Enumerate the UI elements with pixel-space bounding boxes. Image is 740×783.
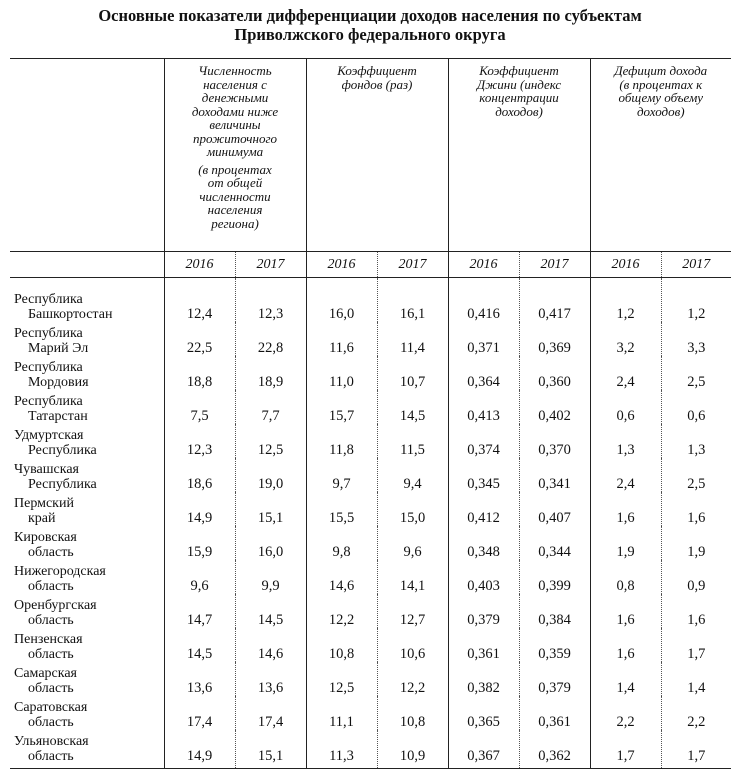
- value-cell: 11,5: [377, 424, 448, 458]
- region-name-line: Саратовская: [14, 700, 88, 715]
- region-name: [10, 662, 164, 696]
- table-row: [10, 526, 731, 560]
- value-cell: 0,8: [590, 560, 661, 594]
- value-cell: 1,9: [590, 526, 661, 560]
- value-cell: 9,9: [235, 560, 306, 594]
- value-cell: 0,361: [519, 696, 590, 730]
- value-cell: 7,5: [164, 390, 235, 424]
- value-cell: 16,0: [306, 278, 377, 323]
- region-name: [10, 696, 164, 730]
- region-name-line: Удмуртская: [14, 428, 84, 443]
- column-header-line: Коэффициент: [479, 63, 559, 78]
- table-row: [10, 458, 731, 492]
- region-name-line: Республика: [14, 292, 83, 307]
- region-name-line: Республика: [14, 360, 83, 375]
- value-cell: 2,5: [661, 356, 731, 390]
- value-cell: 0,360: [519, 356, 590, 390]
- value-cell: 0,384: [519, 594, 590, 628]
- column-header-line: (в процентах к: [619, 76, 703, 92]
- year-header: 2016: [448, 252, 519, 278]
- value-cell: 0,402: [519, 390, 590, 424]
- value-cell: 14,5: [164, 628, 235, 662]
- table-row: [10, 492, 731, 526]
- value-cell: 12,2: [306, 594, 377, 628]
- value-cell: 0,361: [448, 628, 519, 662]
- region-name: [10, 424, 164, 458]
- value-cell: 22,8: [235, 322, 306, 356]
- column-header: [590, 59, 731, 252]
- region-name: [10, 356, 164, 390]
- table-body: [10, 278, 731, 769]
- column-subheader-line: населения: [207, 202, 263, 217]
- value-cell: 0,374: [448, 424, 519, 458]
- value-cell: 0,371: [448, 322, 519, 356]
- column-header-line: Джини (индекс: [476, 76, 562, 92]
- value-cell: 11,0: [306, 356, 377, 390]
- region-name-line: Башкортостан: [28, 307, 113, 322]
- value-cell: 0,362: [519, 730, 590, 769]
- region-name-line: область: [28, 681, 74, 696]
- value-cell: 10,8: [306, 628, 377, 662]
- table-row: [10, 356, 731, 390]
- value-cell: 3,2: [590, 322, 661, 356]
- table-row: [10, 594, 731, 628]
- table-row: [10, 662, 731, 696]
- document-title: [0, 6, 740, 44]
- value-cell: 0,345: [448, 458, 519, 492]
- title-line-2: Приволжского федерального округа: [234, 25, 506, 44]
- value-cell: 1,2: [590, 278, 661, 323]
- value-cell: 2,4: [590, 356, 661, 390]
- region-name-line: Оренбургская: [14, 598, 97, 613]
- value-cell: 0,416: [448, 278, 519, 323]
- column-header-line: общему объему: [618, 90, 704, 105]
- value-cell: 0,407: [519, 492, 590, 526]
- value-cell: 1,7: [661, 730, 731, 769]
- value-cell: 13,6: [164, 662, 235, 696]
- column-subheader-line: от общей: [207, 175, 263, 190]
- year-header: 2016: [306, 252, 377, 278]
- value-cell: 1,7: [661, 628, 731, 662]
- column-subheader-line: (в процентах: [198, 161, 272, 177]
- value-cell: 9,7: [306, 458, 377, 492]
- value-cell: 10,6: [377, 628, 448, 662]
- value-cell: 15,0: [377, 492, 448, 526]
- value-cell: 0,403: [448, 560, 519, 594]
- column-header-line: денежными: [201, 90, 269, 105]
- region-name-line: область: [28, 749, 74, 764]
- value-cell: 1,6: [590, 594, 661, 628]
- region-name-line: Марий Эл: [28, 341, 89, 356]
- table-row: [10, 696, 731, 730]
- value-cell: 18,9: [235, 356, 306, 390]
- value-cell: 1,3: [661, 424, 731, 458]
- value-cell: 1,3: [590, 424, 661, 458]
- column-header-line: минимума: [206, 144, 264, 159]
- column-subheader: [165, 163, 306, 231]
- region-name-line: Пермский: [14, 496, 74, 511]
- region-name: [10, 594, 164, 628]
- value-cell: 1,7: [590, 730, 661, 769]
- value-cell: 12,3: [235, 278, 306, 323]
- value-cell: 1,9: [661, 526, 731, 560]
- value-cell: 0,364: [448, 356, 519, 390]
- column-subheader-line: региона): [211, 215, 259, 231]
- region-name-line: область: [28, 715, 74, 730]
- value-cell: 0,6: [661, 390, 731, 424]
- column-header-line: населения с: [203, 76, 267, 92]
- value-cell: 14,6: [235, 628, 306, 662]
- column-header-line: доходов): [495, 103, 543, 119]
- value-cell: 15,9: [164, 526, 235, 560]
- region-name-line: край: [28, 511, 56, 526]
- region-name: [10, 492, 164, 526]
- value-cell: 0,344: [519, 526, 590, 560]
- value-cell: 11,1: [306, 696, 377, 730]
- table-row: [10, 424, 731, 458]
- value-cell: 18,8: [164, 356, 235, 390]
- value-cell: 14,9: [164, 492, 235, 526]
- value-cell: 9,4: [377, 458, 448, 492]
- value-cell: 0,399: [519, 560, 590, 594]
- column-header-line: фондов (раз): [341, 76, 413, 92]
- region-name: [10, 560, 164, 594]
- value-cell: 1,6: [661, 492, 731, 526]
- column-header-line: величины: [209, 117, 261, 132]
- value-cell: 15,1: [235, 730, 306, 769]
- value-cell: 0,379: [448, 594, 519, 628]
- value-cell: 19,0: [235, 458, 306, 492]
- value-cell: 10,7: [377, 356, 448, 390]
- column-header-line: доходов): [636, 103, 685, 119]
- table-row: [10, 730, 731, 769]
- year-header: 2016: [590, 252, 661, 278]
- column-header: [448, 59, 590, 252]
- value-cell: 1,2: [661, 278, 731, 323]
- region-name: [10, 730, 164, 769]
- region-name-line: Республика: [28, 443, 97, 458]
- region-name-line: Нижегородская: [14, 564, 106, 579]
- value-cell: 0,341: [519, 458, 590, 492]
- value-cell: 2,5: [661, 458, 731, 492]
- region-name: [10, 526, 164, 560]
- value-cell: 0,417: [519, 278, 590, 323]
- value-cell: 12,2: [377, 662, 448, 696]
- value-cell: 9,6: [377, 526, 448, 560]
- value-cell: 14,5: [235, 594, 306, 628]
- region-name-line: Чувашская: [14, 462, 79, 477]
- column-header-line: прожиточного: [192, 130, 278, 146]
- value-cell: 14,9: [164, 730, 235, 769]
- value-cell: 12,4: [164, 278, 235, 323]
- value-cell: 3,3: [661, 322, 731, 356]
- value-cell: 10,8: [377, 696, 448, 730]
- income-differentiation-table: [10, 58, 731, 769]
- value-cell: 10,9: [377, 730, 448, 769]
- region-name-line: Республика: [14, 394, 83, 409]
- value-cell: 14,6: [306, 560, 377, 594]
- value-cell: 1,4: [590, 662, 661, 696]
- column-header-line: концентрации: [479, 90, 559, 105]
- region-name-line: Пензенская: [14, 632, 83, 647]
- column-header: [306, 59, 448, 252]
- value-cell: 1,4: [661, 662, 731, 696]
- column-header-line: Дефицит дохода: [614, 63, 708, 78]
- year-header: 2017: [519, 252, 590, 278]
- table-row: [10, 628, 731, 662]
- value-cell: 1,6: [661, 594, 731, 628]
- value-cell: 0,369: [519, 322, 590, 356]
- region-name-line: Самарская: [14, 666, 77, 681]
- region-name-line: Республика: [28, 477, 97, 492]
- value-cell: 13,6: [235, 662, 306, 696]
- year-header: 2017: [661, 252, 731, 278]
- value-cell: 1,6: [590, 492, 661, 526]
- value-cell: 0,365: [448, 696, 519, 730]
- value-cell: 0,413: [448, 390, 519, 424]
- value-cell: 7,7: [235, 390, 306, 424]
- value-cell: 16,1: [377, 278, 448, 323]
- region-name-line: Кировская: [14, 530, 77, 545]
- value-cell: 0,382: [448, 662, 519, 696]
- region-name-line: область: [28, 613, 74, 628]
- value-cell: 16,0: [235, 526, 306, 560]
- header-row: [10, 59, 731, 252]
- value-cell: 11,8: [306, 424, 377, 458]
- value-cell: 1,6: [590, 628, 661, 662]
- value-cell: 14,5: [377, 390, 448, 424]
- value-cell: 2,2: [661, 696, 731, 730]
- value-cell: 15,7: [306, 390, 377, 424]
- column-header-line: доходами ниже: [191, 103, 279, 119]
- value-cell: 12,7: [377, 594, 448, 628]
- region-name-line: Республика: [14, 326, 83, 341]
- value-cell: 15,1: [235, 492, 306, 526]
- value-cell: 0,348: [448, 526, 519, 560]
- value-cell: 18,6: [164, 458, 235, 492]
- column-header-line: Коэффициент: [337, 63, 417, 78]
- region-name: [10, 628, 164, 662]
- table-row: [10, 390, 731, 424]
- value-cell: 9,6: [164, 560, 235, 594]
- region-name-line: область: [28, 545, 74, 560]
- years-row: [10, 252, 731, 278]
- value-cell: 0,6: [590, 390, 661, 424]
- region-name-line: Мордовия: [28, 375, 89, 390]
- value-cell: 2,2: [590, 696, 661, 730]
- value-cell: 2,4: [590, 458, 661, 492]
- value-cell: 0,9: [661, 560, 731, 594]
- table-row: [10, 560, 731, 594]
- region-name: [10, 278, 164, 323]
- value-cell: 0,359: [519, 628, 590, 662]
- value-cell: 0,367: [448, 730, 519, 769]
- value-cell: 14,7: [164, 594, 235, 628]
- value-cell: 0,370: [519, 424, 590, 458]
- year-header: 2017: [235, 252, 306, 278]
- value-cell: 12,5: [235, 424, 306, 458]
- value-cell: 11,3: [306, 730, 377, 769]
- value-cell: 22,5: [164, 322, 235, 356]
- region-name-line: область: [28, 579, 74, 594]
- region-name: [10, 458, 164, 492]
- value-cell: 0,379: [519, 662, 590, 696]
- year-header: 2017: [377, 252, 448, 278]
- region-name-line: область: [28, 647, 74, 662]
- column-subheader-line: численности: [199, 188, 271, 204]
- table-row: [10, 278, 731, 323]
- value-cell: 14,1: [377, 560, 448, 594]
- region-year-cell: [10, 252, 164, 278]
- region-name-line: Ульяновская: [14, 734, 89, 749]
- value-cell: 15,5: [306, 492, 377, 526]
- value-cell: 17,4: [235, 696, 306, 730]
- value-cell: 12,3: [164, 424, 235, 458]
- value-cell: 11,6: [306, 322, 377, 356]
- title-line-1: Основные показатели дифференциации доходов населения по субъектам: [98, 6, 642, 25]
- region-header: [10, 59, 164, 252]
- region-name: [10, 322, 164, 356]
- value-cell: 9,8: [306, 526, 377, 560]
- value-cell: 0,412: [448, 492, 519, 526]
- column-header-line: Численность: [198, 63, 272, 78]
- column-header: [164, 59, 306, 252]
- value-cell: 17,4: [164, 696, 235, 730]
- region-name-line: Татарстан: [28, 409, 88, 424]
- year-header: 2016: [164, 252, 235, 278]
- value-cell: 12,5: [306, 662, 377, 696]
- region-name: [10, 390, 164, 424]
- value-cell: 11,4: [377, 322, 448, 356]
- table-row: [10, 322, 731, 356]
